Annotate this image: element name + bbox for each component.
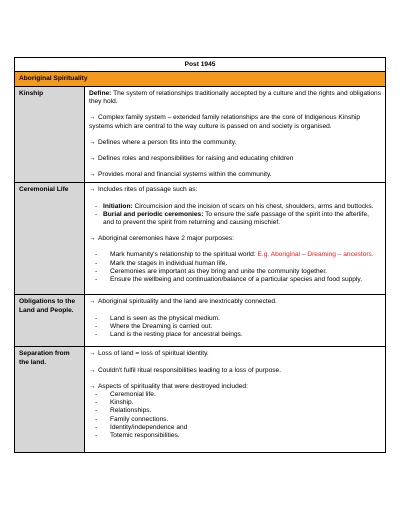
dash-icon: - [95, 432, 98, 440]
bullet-icon: - [95, 202, 98, 210]
list-item: → Aspects of spirituality that were destroyed included: [89, 382, 248, 390]
row-label-ceremonial-life: Ceremonial Life [15, 183, 85, 295]
section-heading: Aboriginal Spirituality [15, 72, 386, 87]
list-item: - Kinship. [89, 399, 381, 407]
dash-icon: - [95, 322, 98, 330]
table-title: Post 1945 [15, 58, 386, 72]
list-item: → Aboriginal spirituality and the land are inextricably connected. [89, 298, 277, 306]
list-item: - Mark the stages in individual human life. [89, 260, 381, 268]
definition-text: The system of relationships traditionally accepted by a culture and the rights and obligations they hold. [89, 90, 382, 106]
dash-icon: - [95, 259, 98, 267]
dash-icon: - [95, 399, 98, 407]
list-item: - Land is seen as the physical medium. [89, 315, 381, 323]
row-content-ceremonial-life [85, 183, 386, 295]
list-item: → Defines where a person fits into the community. [89, 138, 237, 146]
list-item: → Loss of land = loss of spiritual identity. [89, 350, 209, 358]
list-item: - Where the Dreaming is carried out. [89, 323, 381, 331]
section-row [15, 72, 386, 87]
definition-line [89, 90, 381, 106]
row-content-obligations [85, 295, 386, 347]
example-text: E.g. Aboriginal – Dreaming – ancestors. [257, 251, 374, 259]
arrow-icon: → [89, 171, 96, 179]
dash-icon: - [95, 407, 98, 415]
list-item: - Ensure the wellbeing and continuation/balance of a particular species and food supply. [89, 276, 381, 284]
arrow-icon: → [89, 366, 96, 374]
list-item: - Burial and periodic ceremonies: To ensure the safe passage of the spirit into the afterlife, and to prevent the spirit from returning and causing mischief. [89, 211, 381, 227]
dash-icon: - [95, 267, 98, 275]
list-item: → Aboriginal ceremonies have 2 major purposes: [89, 235, 234, 243]
list-item: - Relationships. [89, 407, 381, 415]
dash-icon: - [95, 314, 98, 322]
row-label-kinship: Kinship [15, 87, 85, 183]
arrow-icon: → [89, 186, 96, 194]
arrow-icon: → [89, 382, 96, 390]
arrow-icon: → [89, 138, 96, 146]
list-item: → Complex family system – extended family relationships are the core of Indigenous Kinship systems which are central to the way culture is passed on and society is organised. [89, 114, 361, 130]
list-item: - Identity/independence and [89, 424, 381, 432]
list-item: - Totemic responsibilities. [89, 432, 381, 440]
table-row [15, 183, 386, 295]
list-item: - Mark humanity's relationship to the spiritual world: E.g. Aboriginal – Dreaming – ancestors. [89, 251, 381, 259]
dash-icon: - [95, 276, 98, 284]
arrow-icon: → [89, 298, 96, 306]
arrow-icon: → [89, 350, 96, 358]
list-item: → Defines roles and responsibilities for raising and educating children [89, 155, 294, 163]
dash-icon: - [95, 423, 98, 431]
dash-icon: - [95, 391, 98, 399]
row-content-kinship [85, 87, 386, 183]
arrow-icon: → [89, 114, 96, 122]
row-label-obligations: Obligations to the Land and People. [15, 295, 85, 347]
row-content-separation [85, 347, 386, 453]
list-item: - Ceremonial life. [89, 391, 381, 399]
list-item: - Land is the resting place for ancestral beings. [89, 331, 381, 339]
arrow-icon: → [89, 155, 96, 163]
arrow-icon: → [89, 235, 96, 243]
definition-label: Define: [89, 90, 112, 97]
list-item: → Couldn't fulfil ritual responsibilities leading to a loss of purpose. [89, 366, 282, 374]
table-row [15, 295, 386, 347]
list-item: - Family connections. [89, 416, 381, 424]
list-item: → Provides moral and financial systems within the community. [89, 171, 272, 179]
dash-icon: - [95, 331, 98, 339]
table-row [15, 87, 386, 183]
list-item: - Ceremonies are important as they bring and unite the community together. [89, 268, 381, 276]
dash-icon: - [95, 415, 98, 423]
title-row [15, 58, 386, 72]
list-item: - Initiation: Circumcision and the incision of scars on his chest, shoulders, arms and buttocks. [89, 203, 381, 211]
notes-table [14, 57, 386, 453]
dash-icon: - [95, 251, 98, 259]
table-row [15, 347, 386, 453]
list-item: → Includes rites of passage such as: [89, 186, 198, 194]
bullet-icon: - [95, 210, 98, 218]
row-label-separation: Separation from the land. [15, 347, 85, 453]
